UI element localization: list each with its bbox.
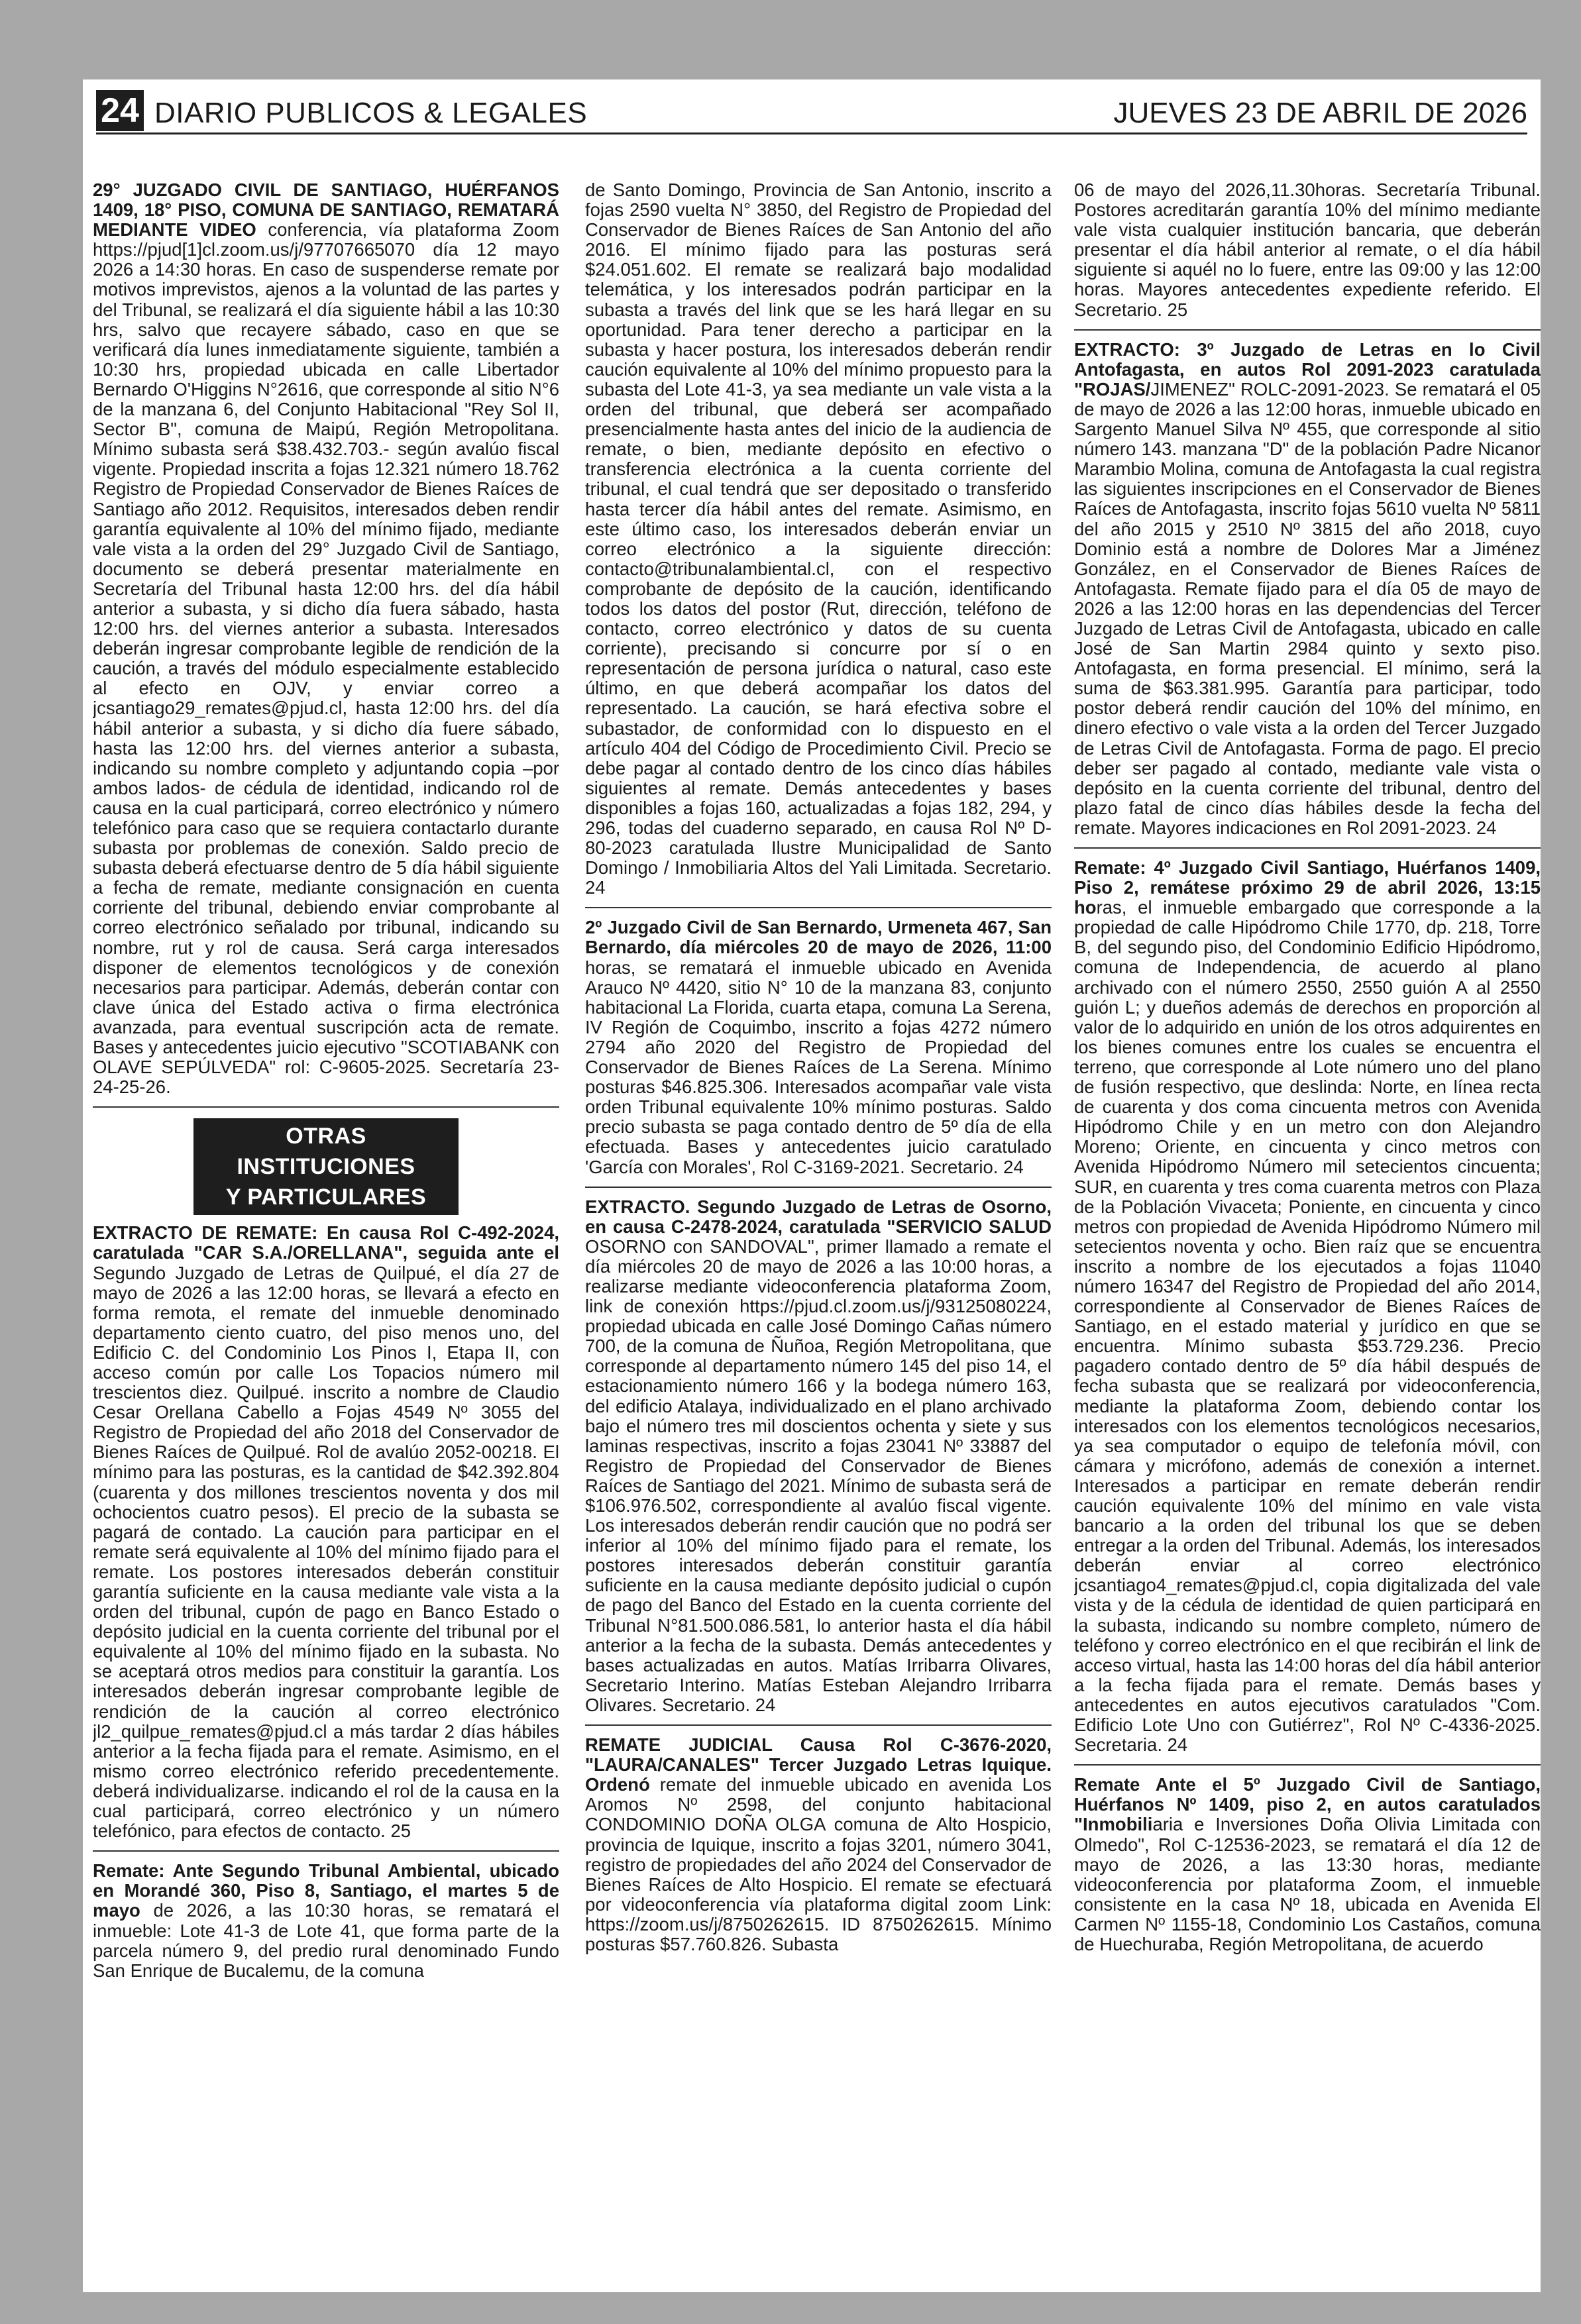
notice-separator [93,1850,559,1852]
notice-body: de Santo Domingo, Provincia de San Antonio, inscrito a fojas 2590 vuelta N° 3850, del Registro de Propiedad del Conservador de Bienes Raíces de San Antonio del año 2016. El mínimo fijado para las posturas será $24.051.602. El remate se realizará bajo modalidad telemática, y los interesados podrán participar en la subasta a través del link que se les hará llegar en su oportunidad. Para tener derecho a participar en la subasta y hacer postura, los interesados deberán rendir caución equivalente al 10% del mínimo propuesto para la subasta del Lote 41-3, ya sea mediante un vale vista a la orden del tribunal, que deberá ser acompañado presencialmente hasta antes del inicio de la audiencia de remate, o bien, mediante depósito en efectivo o transferencia electrónica a la cuenta corriente del tribunal, el cual tendrá que ser depositado o transferido hasta tercer día hábil antes del remate. Asimismo, en este último caso, los interesados deberán enviar un correo electrónico a la siguiente dirección: contacto@tribunalambiental.cl, con el respectivo comprobante de depósito de la caución, identificando todos los datos del postor (Rut, dirección, teléfono de contacto, correo electrónico y datos de su cuenta corriente), precisando si concurre por sí o en representación de persona jurídica o natural, caso este último, en que deberá acompañar los datos del representado. La caución, se hará efectiva sobre el subastador, de conformidad con lo dispuesto en el artículo 404 del Código de Procedimiento Civil. Precio se debe pagar al contado dentro de los cinco días hábiles siguientes al remate. Demás antecedentes y bases disponibles a fojas 160, actualizadas a fojas 182, 294, y 296, todas del cuaderno separado, en causa Rol Nº D-80-2023 caratulada Ilustre Municipalidad de Santo Domingo / Inmobiliaria Altos del Yali Limitada. Secretario. 24 [585,180,1052,898]
section-banner-line1: OTRAS INSTITUCIONES [237,1124,415,1180]
notice-separator [1074,847,1541,849]
notice-osorno [585,1197,1052,1715]
section-divider [93,1106,559,1215]
notice-extracto-quilpue [93,1223,559,1841]
notice-body: aria e Inversiones Doña Olivia Limitada con Olmedo", Rol C-12536-2023, se rematará el día 12 de mayo de 2026, a las 13:30 horas, mediante videoconferencia por plataforma Zoom, el inmueble consistente en la casa Nº 18, ubicada en Avenida El Carmen Nº 1155-18, Condominio Los Castaños, comuna de Huechuraba, Región Metropolitana, de acuerdo [1074,1814,1541,1954]
section-banner-line2: Y PARTICULARES [225,1185,427,1210]
notice-29-juzgado-civil [93,180,559,1097]
page-header [96,86,1527,134]
notice-body: Segundo Juzgado de Letras de Quilpué, el día 27 de mayo de 2026 a las 12:00 horas, se llevará a efecto en forma remota, el remate del inmueble denominado departamento ciento cuatro, del piso menos uno, del Edificio C. del Condominio Los Pinos I, Etapa II, con acceso común por calle Los Topacios número mil trescientos diez. Quilpué. inscrito a nombre de Claudio Cesar Orellana Cabello a Fojas 4549 Nº 3055 del Registro de Propiedad del año 2018 del Conservador de Bienes Raíces de Quilpué. Rol de avalúo 2052-00218. El mínimo para las posturas, es la cantidad de $42.392.804 (cuarenta y dos millones trescientos noventa y dos mil ochocientos cuatro pesos). El precio de la subasta se pagará de contado. La caución para participar en el remate será equivalente al 10% del mínimo fijado para el remate. Los postores interesados deberán constituir garantía suficiente en la causa mediante vale vista a la orden del tribunal, cupón de pago en Banco Estado o depósito judicial en la cuenta corriente del tribunal por el equivalente al 10% del mínimo fijado en la subasta. No se aceptará otros medios para constituir la garantía. Los interesados deberán ingresar comprobante legible de rendición de la caución al correo electrónico jl2_quilpue_remates@pjud.cl a más tardar 2 días hábiles anterior a la fecha fijada para el remate. Asimismo, en el mismo correo electrónico referido precedentemente. deberá individualizarse. indicando el rol de la causa en la cual participará, correo electrónico y un número telefónico, para efectos de contacto. 25 [93,1262,559,1842]
notice-body: de 2026, a las 10:30 horas, se rematará el inmueble: Lote 41-3 de Lote 41, que forma parte de la parcela número 9, del predio rural denominado Fundo San Enrique de Bucalemu, de la comuna [93,1900,559,1981]
notice-separator [1074,1764,1541,1766]
notice-heading: 29° JUZGADO CIVIL DE SANTIAGO, HUÉRFANOS 1409, 18° PISO, COMUNA DE SANTIAGO, REMATARÁ MEDIANTE VIDEO [93,180,559,240]
notice-body: horas, se rematará el inmueble ubicado en Avenida Arauco Nº 4420, sitio N° 10 de la manzana 83, conjunto habitacional La Florida, cuarta etapa, comuna La Serena, IV Región de Coquimbo, inscrito a fojas 4272 número 2794 año 2020 del Registro de Propiedad del Conservador de Bienes Raíces de La Serena. Mínimo posturas $46.825.306. Interesados acompañar vale vista orden Tribunal equivalente 10% mínimo posturas. Saldo precio subasta se paga contado dentro de 5º día de ella efectuada. Bases y antecedentes juicio caratulado 'García con Morales', Rol C-3169-2021. Secretario. 24 [585,957,1052,1177]
notice-tribunal-ambiental-cont [585,180,1052,898]
notice-body: ras, el inmueble embargado que corresponde a la propiedad de calle Hipódromo Chile 1770, dp. 218, Torre B, del segundo piso, del Condominio Edificio Hipódromo, comuna de Independencia, de acuerdo al plano archivado con el número 2550, 2550 guión A al 2550 guión L; y dueños además de derechos en proporción al valor de lo adquirido en unión de los otros adquirentes en los bienes comunes entre los cuales se encuentra el terreno, que corresponde al Lote número uno del plano de fusión respectivo, que deslinda: Norte, en línea recta de cuarenta y dos coma cincuenta metros con Avenida Hipódromo Chile y en un metro con don Alejandro Moreno; Oriente, en cincuenta y cinco metros con Avenida Hipódromo Número mil setecientos cincuenta; SUR, en cuarenta y tres coma cuarenta metros con Plaza de la Población Vivaceta; Poniente, en cincuenta y cinco metros con propiedad de Avenida Hipódromo Número mil setecientos noventa y ocho. Bien raíz que se encuentra inscrito a nombre de los ejecutados a fojas 11040 número 16347 del Registro de Propiedad del año 2014, correspondiente al Conservador de Bienes Raíces de Santiago, en el estado material y jurídico en que se encuentra. Mínimo subasta $53.729.236. Precio pagadero contado dentro de 5º día hábil después de fecha subasta que se realizará por videoconferencia, mediante la plataforma Zoom, debiendo contar los interesados con los elementos tecnológicos necesarios, ya sea computador o equipo de telefonía móvil, con cámara y micrófono, además de conexión a internet. Interesados a participar en remate deberán rendir caución equivalente 10% del mínimo en vale vista bancario a la orden del tribunal los que se deben entregar a la orden del Tribunal. Además, los interesados deberán enviar al correo electrónico jcsantiago4_remates@pjud.cl, copia digitalizada del vale vista y de la cédula de identidad de quien participará en la subasta, indicando su nombre completo, número de teléfono y correo electrónico en el que recibirán el link de acceso virtual, hasta las 14:00 horas del día hábil anterior a la fecha fijada para el remate. Demás bases y antecedentes en autos ejecutivos caratulados "Com. Edificio Lote Uno con Gutiérrez", Rol Nº C-4336-2025. Secretaria. 24 [1074,897,1541,1756]
notice-san-bernardo [585,918,1052,1177]
notice-separator [585,1187,1052,1188]
column-3 [1074,180,1541,2280]
notice-5-juzgado-santiago [1074,1775,1541,1954]
publication-date: JUEVES 23 DE ABRIL DE 2026 [1113,97,1527,129]
notice-4-juzgado-santiago [1074,858,1541,1755]
publication-name: DIARIO PUBLICOS & LEGALES [154,97,588,129]
notice-heading: Remate Ante el 5º Juzgado Civil de Santiago, Huérfanos Nº 1409, piso 2, en autos caratulados "Inmobili [1074,1774,1541,1835]
notice-separator [1074,329,1541,331]
section-banner [193,1118,459,1215]
notice-body: JIMENEZ" ROLC-2091-2023. Se rematará el 05 de mayo de 2026 a las 12:00 horas, inmueble ubicado en Sargento Manuel Silva Nº 455, que corresponde al sitio número 143. manzana "D" de la población Padre Nicanor Marambio Molina, comuna de Antofagasta la cual registra las siguientes inscripciones en el Conservador de Bienes Raíces de Antofagasta, inscrito fojas 5610 vuelta Nº 5811 del año 2015 y 2510 Nº 3815 del año 2018, cuyo Dominio está a nombre de Dolores Mar a Jiménez González, en el Conservador de Bienes Raíces de Antofagasta. Remate fijado para el día 05 de mayo de 2026 a las 12:00 horas en las dependencias del Tercer Juzgado de Letras Civil de Antofagasta, ubicado en calle José de San Martin 2984 quinto y sexto piso. Antofagasta, en forma presencial. El mínimo, será la suma de $63.381.995. Garantía para participar, todo postor deberá rendir caución del 10% del mínimo, en dinero efectivo o vale vista a la orden del Tercer Juzgado de Letras Civil de Antofagasta. Forma de pago. El precio deber ser pagado al contado, mediante vale vista o depósito en la cuenta corriente del tribunal, dentro del plazo fatal de cinco días hábiles desde la fecha del remate. Mayores indicaciones en Rol 2091-2023. 24 [1074,378,1541,838]
notice-heading: EXTRACTO. Segundo Juzgado de Letras de Osorno, en causa C-2478-2024, caratulada "SERVICIO SALUD [585,1196,1052,1237]
newspaper-page [83,79,1541,2292]
notice-iquique-cont [1074,180,1541,320]
notice-iquique [585,1735,1052,1954]
notice-body: 06 de mayo del 2026,11.30horas. Secretaría Tribunal. Postores acreditarán garantía 10% del mínimo mediante vale vista cualquier institución bancaria, que deberán presentar el día hábil anterior al remate, o el día hábil siguiente si aquél no lo fuere, entre las 09:00 y las 12:00 horas. Mayores antecedentes expediente referido. El Secretario. 25 [1074,180,1541,320]
notice-heading: REMATE JUDICIAL Causa Rol C-3676-2020, "LAURA/CANALES" Tercer Juzgado Letras Iquique. Ordenó [585,1734,1052,1795]
notice-body: OSORNO con SANDOVAL", primer llamado a remate el día miércoles 20 de mayo de 2026 a las 10:00 horas, a realizarse mediante videoconferencia plataforma Zoom, link de conexión https://pjud.cl.zoom.us/j/93125080224, propiedad ubicada en calle José Domingo Cañas número 700, de la comuna de Ñuñoa, Región Metropolitana, que corresponde al departamento número 145 del piso 14, el estacionamiento número 166 y la bodega número 163, del edificio Atalaya, individualizado en el plano archivado bajo el número tres mil doscientos ochenta y siete y sus laminas respectivas, inscrito a fojas 23041 Nº 33887 del Registro de Propiedad del Conservador de Bienes Raíces de Santiago del 2021. Mínimo de subasta será de $106.976.502, correspondiente al avalúo fiscal vigente. Los interesados deberán rendir caución que no podrá ser inferior al 10% del mínimo fijado para el remate, los postores interesados deberán constituir garantía suficiente en la causa mediante depósito judicial o cupón de pago del Banco del Estado en la cuenta corriente del Tribunal N°81.500.086.581, lo anterior hasta el día hábil anterior a la fecha de la subasta. Demás antecedentes y bases actualizadas en autos. Matías Irribarra Olivares, Secretario Interino. Matías Esteban Alejandro Irribarra Olivares. Secretario. 24 [585,1236,1052,1715]
notice-antofagasta [1074,340,1541,838]
column-1 [93,180,559,2280]
notice-heading: EXTRACTO: 3º Juzgado de Letras en lo Civil Antofagasta, en autos Rol 2091-2023 caratulada "ROJAS/ [1074,339,1541,399]
notice-heading: EXTRACTO DE REMATE: En causa Rol C-492-2024, caratulada "CAR S.A./ORELLANA", seguida ante el [93,1222,559,1263]
notice-tribunal-ambiental [93,1861,559,1981]
notice-heading: Remate: Ante Segundo Tribunal Ambiental, ubicado en Morandé 360, Piso 8, Santiago, el martes 5 de mayo [93,1860,559,1921]
page-number: 24 [96,90,144,131]
notice-body: remate del inmueble ubicado en avenida Los Aromos Nº 2598, del conjunto habitacional CONDOMINIO DOÑA OLGA comuna de Alto Hospicio, provincia de Iquique, inscrito a fojas 3201, número 3041, registro de propiedades del año 2024 del Conservador de Bienes Raíces de Alto Hospicio. El remate se efectuará por videoconferencia vía plataforma digital zoom Link: https://zoom.us/j/8750262615. ID 8750262615. Mínimo posturas $57.760.826. Subasta [585,1774,1052,1954]
column-2 [585,180,1052,2280]
notice-body: conferencia, vía plataforma Zoom https://pjud[1]cl.zoom.us/j/97707665070 día 12 mayo 2026 a 14:30 horas. En caso de suspenderse remate por motivos imprevistos, ajenos a la voluntad de las partes y del Tribunal, se realizará el día siguiente hábil a las 10:30 hrs, salvo que recayere sábado, caso en que se verificará día lunes inmediatamente siguiente, también a 10:30 hrs, propiedad ubicada en calle Libertador Bernardo O'Higgins N°2616, que corresponde al sitio N°6 de la manzana 6, del Conjunto Habitacional "Rey Sol II, Sector B", comuna de Maipú, Región Metropolitana. Mínimo subasta será $38.432.703.- según avalúo fiscal vigente. Propiedad inscrita a fojas 12.321 número 18.762 Registro de Propiedad Conservador de Bienes Raíces de Santiago año 2012. Requisitos, interesados deben rendir garantía equivalente al 10% del mínimo fijado, mediante vale vista a la orden del 29° Juzgado Civil de Santiago, documento se deberá presentar materialmente en Secretaría del Tribunal hasta 12:00 hrs. del día hábil anterior a subasta, y si dicho día fuera sábado, hasta 12:00 hrs. del viernes anterior a subasta. Interesados deberán ingresar comprobante legible de rendición de la caución, a través del módulo especialmente establecido al efecto en OJV, y enviar correo a jcsantiago29_remates@pjud.cl, hasta 12:00 hrs. del día hábil anterior a subasta, y si dicho día fuere sábado, hasta las 12:00 hrs. del viernes anterior a subasta, indicando su nombre completo y adjuntando copia –por ambos lados- de cédula de identidad, indicando rol de causa en la cual participará, correo electrónico y número telefónico para caso que se requiera contactarlo durante subasta por problemas de conexión. Saldo precio de subasta deberá efectuarse dentro de 5 día hábil siguiente a fecha de remate, mediante consignación en cuenta corriente del tribunal, debiendo enviar comprobante al correo electrónico señalado por tribunal, indicando su nombre, rut y rol de causa. Será carga interesados disponer de elementos tecnológicos y de conexión necesarios para participar. Además, deberán contar con clave única del Estado activa o firma electrónica avanzada, para eventual suscripción acta de remate. Bases y antecedentes juicio ejecutivo "SCOTIABANK con OLAVE SEPÚLVEDA" rol: C-9605-2025. Secretaría 23-24-25-26. [93,219,559,1098]
notice-heading: Remate: 4º Juzgado Civil Santiago, Huérfanos 1409, Piso 2, remátese próximo 29 de abril 2026, 13:15 ho [1074,857,1541,918]
notice-separator [585,907,1052,908]
notice-heading: 2º Juzgado Civil de San Bernardo, Urmeneta 467, San Bernardo, día miércoles 20 de mayo de 2026, 11:00 [585,917,1052,958]
notice-separator [585,1724,1052,1726]
